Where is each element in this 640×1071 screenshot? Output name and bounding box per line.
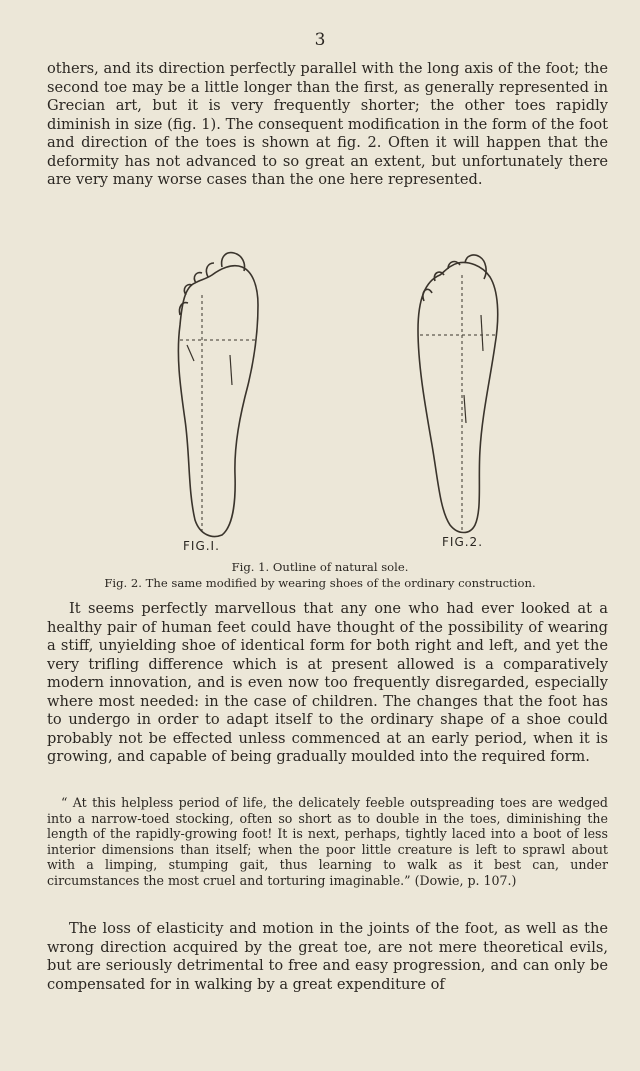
page-number: 3: [314, 30, 326, 50]
paragraph-2: It seems perfectly marvellous that any one who had ever looked at a healthy pair of human feet could have thought of the possibility of wearing a stiff, unyielding shoe of identical form for both right and left, and yet the very trifling difference which is at present allowed is a comparatively modern innovation, and is even now too frequently disregarded, especially where most needed: in the case of children. The changes that the foot has to undergo in order to adapt itself to the ordinary shape of a shoe could probably not be effected unless commenced at an early period, when it is growing, and capable of being gradually moulded into the required form.: [47, 600, 608, 765]
fig1-natural-sole-drawing: [178, 253, 258, 537]
foot-sole-figures: [140, 245, 540, 555]
fig1-label: FIG.I.: [183, 539, 220, 553]
fig2-modified-sole-drawing: [418, 255, 498, 533]
fig2-label: FIG.2.: [442, 535, 484, 549]
figure-illustrations: [140, 245, 540, 555]
paragraph-3: The loss of elasticity and motion in the joints of the foot, as well as the wrong direction acquired by the great toe, are not mere theoretical evils, but are seriously detrimental to free and easy progression, and can only be compensated for in walking by a great expenditure of: [47, 920, 608, 993]
caption-fig2: Fig. 2. The same modified by wearing shoes of the ordinary construction.: [104, 576, 536, 590]
paragraph-1: others, and its direction perfectly parallel with the long axis of the foot; the second toe may be a little longer than the first, as generally represented in Grecian art, but it is very frequently shorter; the other toes rapidly diminish in size (fig. 1). The consequent modification in the form of the foot and direction of the toes is shown at fig. 2. Often it will happen that the deformity has not advanced to so great an extent, but unfortunately there are very many worse cases than the one here represented.: [47, 60, 608, 188]
quotation: “ At this helpless period of life, the delicately feeble outspreading toes are wedged into a narrow-toed stocking, often so short as to double in the toes, diminishing the length of the rapidly-growing foot! It is next, perhaps, tightly laced into a boot of less interior dimensions than itself; when the poor little creature is left to sprawl about with a limping, stumping gait, thus learning to walk as it best can, under circumstances the most cruel and torturing imaginable.” (Dowie, p. 107.): [47, 795, 608, 888]
caption-fig1: Fig. 1. Outline of natural sole.: [231, 560, 409, 574]
